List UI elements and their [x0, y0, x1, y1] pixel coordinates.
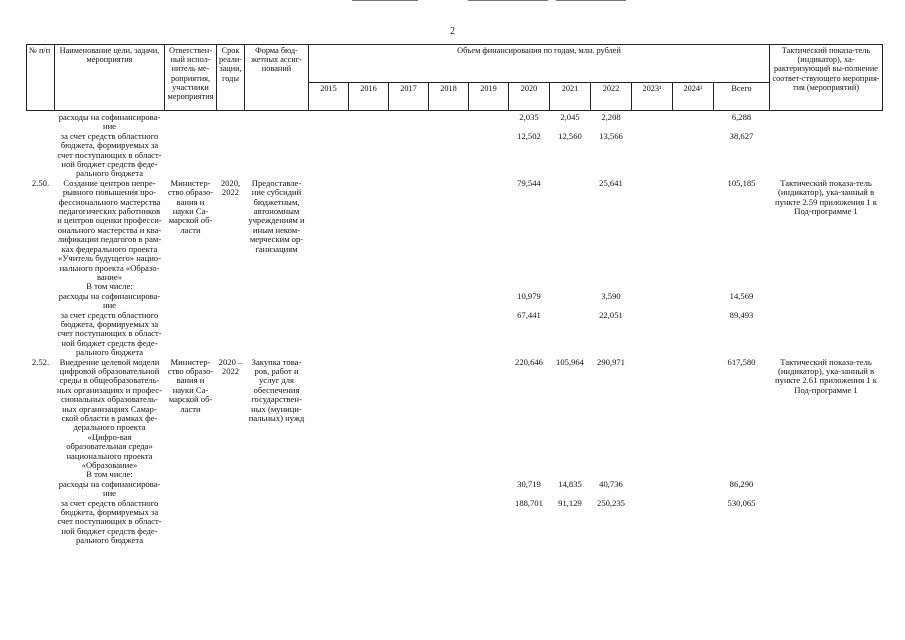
year-2019: 2019 — [469, 83, 509, 111]
row-total: 617,580 — [727, 356, 756, 367]
row-name: за счет средств областного бюджета, формируемых за счет поступающих в област-ной бюджет средств феде-рального бюджета — [57, 309, 162, 358]
header-financing: Объем финансирования по годам, млн. рублей — [309, 45, 770, 83]
top-rule-right — [556, 0, 626, 1]
top-rule-left — [352, 0, 418, 1]
row-form: Предоставле-ние субсидий бюджетным, автономным учреждениям и иным неком-мерческим ор-ганизациям — [248, 177, 305, 254]
year-2015: 2015 — [309, 83, 349, 111]
row-indicator — [770, 480, 883, 499]
financing-table — [26, 44, 883, 546]
row-num: 2.50. — [31, 177, 50, 188]
row-indicator: Тактический показа-тель (индикатор), ука-занный в пункте 2.61 приложения 1 к Под-программе 1 — [775, 356, 877, 395]
header-period: Срок реали-зации, годы — [217, 45, 245, 111]
row-name: за счет средств областного бюджета, формируемых за счет поступающих в област-ной бюджет средств феде-рального бюджета — [57, 497, 162, 546]
row-total: 105,185 — [727, 177, 756, 188]
table-row — [27, 499, 883, 546]
row-value-2020: 188,701 — [515, 497, 543, 508]
row-name: Внедрение целевой модели цифровой образовательной среды в общеобразователь-ных организациях и профес-сиональных образователь-ных организациях Самар-ской области в рамках фе-дерального проекта «Цифро-вая образовательная среда» национального проекта «Образование» — [57, 356, 162, 471]
row-period — [217, 499, 245, 546]
row-value-2022: 2,208 — [601, 112, 621, 122]
header-indicator: Тактический показа-тель (индикатор), ха-рактеризующий вы-полнение соответ-ствующего мероприя-тия (мероприятий) — [770, 45, 883, 111]
row-indicator — [770, 499, 883, 546]
row-value-2022: 290,971 — [597, 356, 625, 367]
row-value-2020: 10,979 — [517, 290, 541, 301]
row-value-2021: 2,045 — [560, 112, 580, 122]
row-value-2022: 25,641 — [599, 177, 623, 188]
row-responsible — [165, 111, 217, 132]
row-period — [217, 111, 245, 132]
row-form — [245, 470, 309, 479]
page-number: 2 — [450, 26, 455, 37]
row-total: 530,065 — [727, 497, 756, 508]
row-num — [27, 111, 55, 132]
row-responsible: Министер-ство образо-вания и науки Са-марской об-ласти — [167, 177, 214, 235]
row-form — [245, 111, 309, 132]
row-period — [217, 311, 245, 358]
row-responsible — [165, 499, 217, 546]
row-name: расходы на софинансирова-ние — [58, 112, 161, 132]
row-responsible — [165, 132, 217, 179]
row-value-2021: 105,964 — [556, 356, 584, 367]
row-value-2021: 91,129 — [558, 497, 582, 508]
row-form — [245, 311, 309, 358]
row-value-2021 — [550, 311, 591, 358]
row-form — [245, 480, 309, 499]
row-form — [245, 292, 309, 311]
row-indicator — [770, 292, 883, 311]
row-num — [27, 480, 55, 499]
year-2023: 2023¹ — [632, 83, 673, 111]
year-2016: 2016 — [349, 83, 389, 111]
row-indicator — [770, 111, 883, 132]
row-responsible — [165, 311, 217, 358]
row-value-2020: 30,719 — [517, 478, 541, 489]
row-indicator — [770, 311, 883, 358]
row-period — [217, 282, 245, 291]
row-period — [217, 132, 245, 179]
row-value-2020: 2,035 — [519, 112, 539, 122]
row-total: 89,493 — [729, 309, 754, 320]
row-value-2022: 3,590 — [601, 290, 621, 301]
header-num: № п/п — [27, 45, 55, 111]
row-form — [245, 499, 309, 546]
row-value-2021 — [550, 292, 591, 311]
table-row — [27, 132, 883, 179]
row-num — [27, 311, 55, 358]
row-num — [27, 282, 55, 291]
row-name: В том числе: — [86, 469, 133, 480]
row-responsible: Министер-ство образо-вания и науки Са-марской об-ласти — [167, 356, 214, 414]
row-value-2022: 13,566 — [599, 130, 623, 141]
row-value-2022: 250,235 — [597, 497, 625, 508]
year-2020: 2020 — [509, 83, 550, 111]
row-num — [27, 470, 55, 479]
row-total: 38,627 — [729, 130, 754, 141]
year-total: Всего — [714, 83, 770, 111]
row-value-2020: 220,646 — [515, 356, 543, 367]
row-total: 86,290 — [729, 478, 754, 489]
header-name: Наименование цели, задачи, мероприятия — [55, 45, 165, 111]
table-row — [27, 358, 883, 471]
row-form — [245, 132, 309, 179]
row-num: 2.52. — [31, 356, 50, 367]
year-2021: 2021 — [550, 83, 591, 111]
row-value-2022: 40,736 — [599, 478, 623, 489]
row-value-2021: 12,560 — [558, 130, 582, 141]
top-rule-mid — [468, 0, 548, 1]
year-2022: 2022 — [591, 83, 632, 111]
table-row — [27, 179, 883, 282]
header-form: Форма бюд-жетных ассиг-нований — [245, 45, 309, 111]
row-indicator — [770, 282, 883, 291]
row-responsible — [165, 292, 217, 311]
row-period: 2020 – 2022 — [218, 356, 243, 376]
row-value-2020: 79,544 — [517, 177, 541, 188]
row-period — [217, 292, 245, 311]
row-value-2021 — [550, 282, 591, 291]
row-value-2020: 67,441 — [517, 309, 541, 320]
table-row — [27, 480, 883, 499]
row-period — [217, 470, 245, 479]
row-name: В том числе: — [86, 281, 133, 292]
row-value-2021: 14,835 — [558, 478, 582, 489]
header-responsible: Ответствен-ный испол-нитель ме-роприятия, участники мероприятия — [165, 45, 217, 111]
row-indicator — [770, 470, 883, 479]
row-num — [27, 499, 55, 546]
row-responsible — [165, 480, 217, 499]
row-num — [27, 292, 55, 311]
table-row — [27, 311, 883, 358]
row-total: 6,288 — [731, 112, 752, 122]
row-form: Закупка това-ров, работ и услуг для обеспечения государствен-ных (муници-пальных) нужд — [248, 356, 305, 423]
row-num — [27, 132, 55, 179]
year-2018: 2018 — [429, 83, 469, 111]
row-name: Создание центров непре-рывного повышения про-фессионального мастерства педагогических работников и центров оценки професси-онального мастерства и ква-лификации педагогов в рам-ках федерального проекта «Учитель будущего» нацио-нального проекта «Образо-вание» — [57, 177, 162, 282]
row-form — [245, 282, 309, 291]
year-2024: 2024¹ — [673, 83, 714, 111]
table-row — [27, 111, 883, 132]
row-indicator — [770, 132, 883, 179]
row-period — [217, 480, 245, 499]
row-indicator: Тактический показа-тель (индикатор), ука-занный в пункте 2.59 приложения 1 к Под-программе 1 — [775, 177, 877, 217]
row-total: 14,569 — [729, 290, 754, 301]
year-2017: 2017 — [389, 83, 429, 111]
row-name: за счет средств областного бюджета, формируемых за счет поступающих в област-ной бюджет средств феде-рального бюджета — [57, 130, 162, 179]
table-row — [27, 292, 883, 311]
row-name: расходы на софинансирова-ние — [58, 478, 161, 499]
row-responsible — [165, 470, 217, 479]
row-responsible — [165, 282, 217, 291]
row-name: расходы на софинансирова-ние — [58, 290, 161, 311]
row-period: 2020, 2022 — [220, 177, 241, 198]
row-value-2022: 22,051 — [599, 309, 623, 320]
row-value-2020: 12,502 — [517, 130, 541, 141]
row-value-2021 — [550, 179, 591, 282]
